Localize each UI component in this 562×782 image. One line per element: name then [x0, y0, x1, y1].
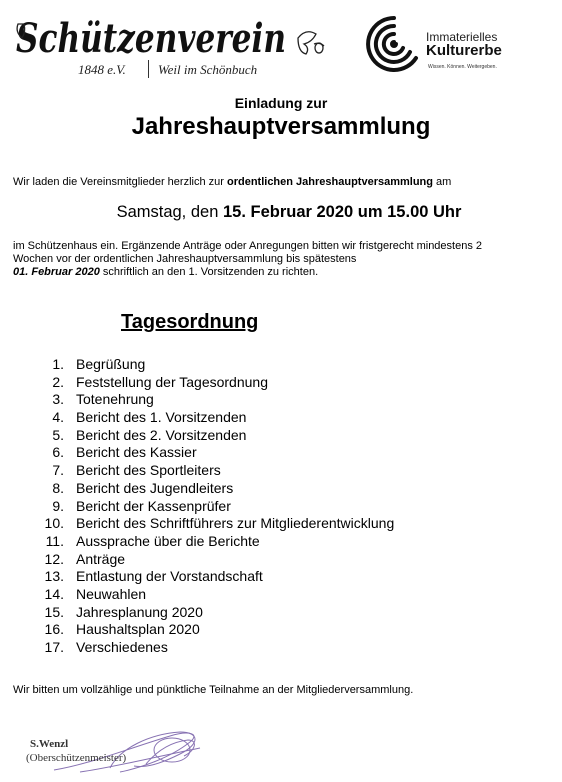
agenda-item-text: Haushaltsplan 2020	[76, 621, 200, 638]
agenda-item-number: 17.	[44, 639, 64, 655]
agenda-item-number: 12.	[44, 550, 64, 567]
agenda-item-text: Anträge	[76, 550, 126, 567]
agenda-item-number: 10.	[44, 515, 64, 532]
agenda-item-number: 4.	[52, 409, 64, 426]
agenda-item-text: Feststellung der Tagesordnung	[76, 373, 268, 390]
agenda-item-number: 11.	[45, 532, 64, 549]
agenda-item-number: 1.	[52, 356, 64, 372]
details-line3-rest: schriftlich an den 1. Vorsitzenden zu richten.	[99, 266, 319, 278]
details-line2: Wochen vor der ordentlichen Jahreshauptversammlung bis spätestens	[13, 253, 357, 265]
agenda-item-text: Bericht des Schriftführers zur Mitgliederentwicklung	[76, 515, 395, 532]
agenda-item-text: Bericht der Kassenprüfer	[76, 497, 231, 514]
agenda-item-text: Jahresplanung 2020	[76, 603, 203, 620]
agenda-item-text: Neuwahlen	[76, 585, 147, 602]
divider	[148, 60, 149, 78]
agenda-item-text: Totenehrung	[76, 391, 154, 408]
agenda-item-number: 8.	[52, 479, 64, 496]
date-prefix: Samstag, den	[116, 203, 223, 221]
agenda-item-text: Bericht des Kassier	[76, 444, 197, 461]
agenda-item-number: 6.	[52, 444, 64, 461]
agenda-item-number: 9.	[52, 497, 64, 514]
agenda-item-number: 5.	[52, 426, 64, 443]
date-bold: 15. Februar 2020 um 15.00 Uhr	[222, 203, 462, 221]
agenda-item-text: Aussprache über die Berichte	[76, 532, 260, 549]
details-paragraph	[13, 240, 482, 279]
closing-text: Wir bitten um vollzählige und pünktliche Teilnahme an der Mitgliederversammlung.	[13, 684, 414, 696]
intro-before: Wir laden die Vereinsmitglieder herzlich zur	[13, 176, 227, 188]
agenda-item-number: 7.	[52, 462, 64, 479]
heritage-logo	[364, 12, 504, 78]
agenda-title: Tagesordnung	[121, 311, 259, 333]
heritage-line1: Immaterielles	[426, 30, 498, 44]
intro-after: am	[432, 176, 452, 188]
meeting-date	[0, 203, 562, 222]
founded-text: 1848 e.V.	[78, 62, 126, 77]
heritage-tagline: Wissen. Können. Weitergeben.	[428, 64, 497, 70]
agenda-item-text: Verschiedenes	[76, 639, 168, 655]
agenda-item-text: Begrüßung	[76, 356, 146, 372]
heritage-line2: Kulturerbe	[426, 42, 502, 59]
page-title: Jahreshauptversammlung	[131, 113, 431, 140]
intro-paragraph	[13, 176, 451, 189]
intro-bold: ordentlichen Jahreshauptversammlung	[226, 176, 433, 188]
agenda-item-text: Bericht des Sportleiters	[76, 462, 221, 479]
location-text: Weil im Schönbuch	[158, 62, 258, 77]
agenda-item-number: 15.	[44, 603, 64, 620]
agenda-item-number: 14.	[44, 585, 64, 602]
signature-block	[26, 728, 200, 776]
agenda-item-text: Entlastung der Vorstandschaft	[76, 568, 263, 585]
club-name-text: Schützenverein	[16, 15, 286, 60]
club-logo	[14, 12, 334, 80]
agenda-item-text: Bericht des 1. Vorsitzenden	[76, 409, 247, 426]
signer-role: (Oberschützenmeister)	[26, 752, 127, 764]
agenda-item-number: 2.	[52, 373, 64, 390]
details-line1: im Schützenhaus ein. Ergänzende Anträge oder Anregungen bitten wir fristgerecht mindestens 2	[13, 240, 483, 252]
details-line3	[13, 266, 482, 279]
fingerprint-icon	[364, 12, 424, 78]
invitation-subtitle: Einladung zur	[234, 95, 328, 111]
deadline-date: 01. Februar 2020	[13, 266, 100, 278]
agenda-item-number: 3.	[52, 391, 64, 408]
agenda-item-text: Bericht des Jugendleiters	[76, 479, 234, 496]
oak-leaf-icon	[298, 32, 324, 54]
agenda-item-number: 16.	[44, 621, 64, 638]
agenda-item-text: Bericht des 2. Vorsitzenden	[76, 426, 247, 443]
club-name-wordmark	[14, 14, 334, 60]
agenda-item-number: 13.	[44, 568, 64, 585]
signer-name: S.Wenzl	[30, 738, 69, 750]
